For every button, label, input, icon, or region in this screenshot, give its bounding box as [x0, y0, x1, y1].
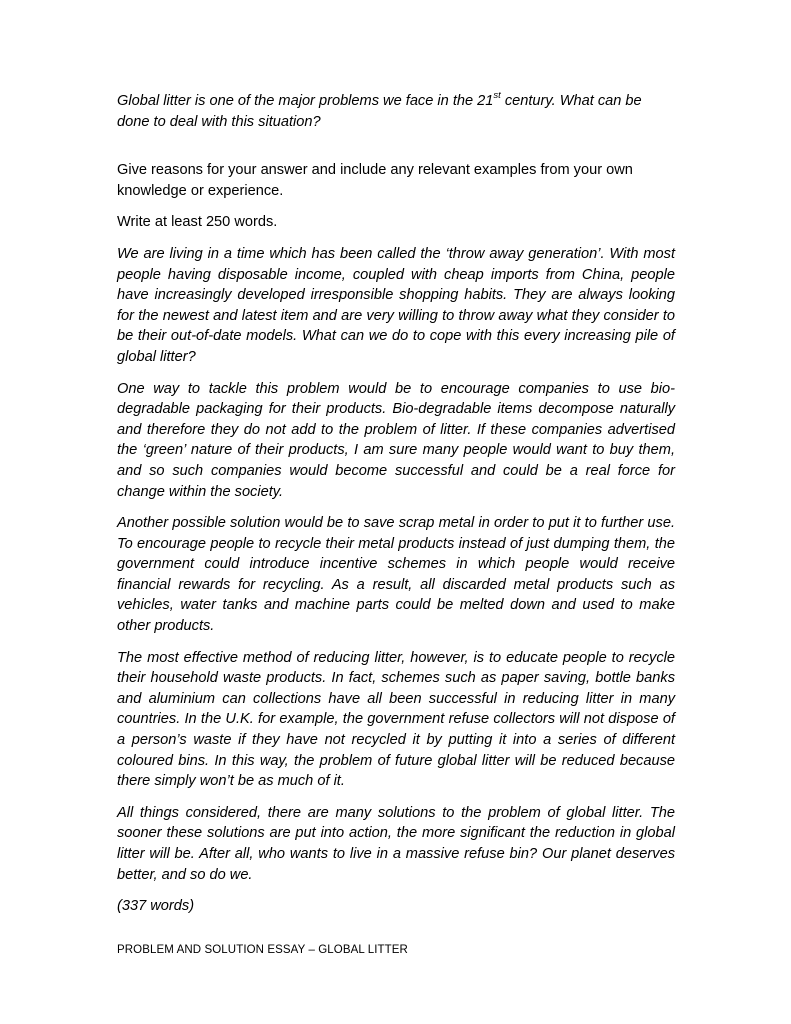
page-footer: PROBLEM AND SOLUTION ESSAY – GLOBAL LITTER: [117, 944, 408, 956]
essay-paragraph-body-3: The most effective method of reducing litter, however, is to educate people to recycle their household waste products. In fact, schemes such as paper saving, bottle banks and aluminium can collections have all been successful in reducing litter in many countries. In the U.K. for example, the government refuse collectors will not dispose of a person’s waste if they have not recycled it by putting it into a series of different coloured bins. In this way, the problem of future global litter will be reduced because there simply won’t be as much of it.: [117, 649, 675, 790]
essay-paragraph-intro: We are living in a time which has been called the ‘throw away generation’. With most people having disposable income, coupled with cheap imports from China, people have increasingly developed irresponsible shopping habits. They are always looking for the newest and latest item and are very willing to throw away what they consider to be their out-of-date models. What can we do to cope with this every increasing pile of global litter?: [117, 245, 675, 365]
essay-question-end: century. What can be done to deal with this situation?: [117, 93, 642, 130]
essay-word-count: (337 words): [117, 898, 195, 915]
essay-paragraph-body-1: One way to tackle this problem would be to encourage companies to use bio-degradable packaging for their products. Bio-degradable items decompose naturally and therefore they do not add to the problem of litter. If these companies advertised the ‘green’ nature of their products, I am sure many people would want to buy them, and so such companies would become successful and could be a real force for change within the society.: [117, 380, 675, 500]
instructions-reasons: Give reasons for your answer and include any relevant examples from your own knowledge or experience.: [117, 162, 633, 199]
essay-paragraph-conclusion: All things considered, there are many solutions to the problem of global litter. The sooner these solutions are put into action, the more significant the reduction in global litter will be. After all, who wants to live in a massive refuse bin? Our planet deserves better, and so do we.: [117, 804, 675, 883]
essay-question: [117, 91, 675, 132]
essay-question-start: Global litter is one of the major problems we face in the 21: [117, 93, 494, 109]
document-page: [117, 91, 675, 917]
ordinal-suffix: st: [493, 90, 501, 102]
essay-paragraph-body-2: Another possible solution would be to save scrap metal in order to put it to further use. To encourage people to recycle their metal products instead of just dumping them, the government could introduce incentive schemes in which people would receive financial rewards for recycling. As a result, all discarded metal products such as vehicles, water tanks and machine parts could be melted down and used to make other products.: [117, 515, 675, 635]
instructions-word-count: Write at least 250 words.: [117, 214, 278, 231]
